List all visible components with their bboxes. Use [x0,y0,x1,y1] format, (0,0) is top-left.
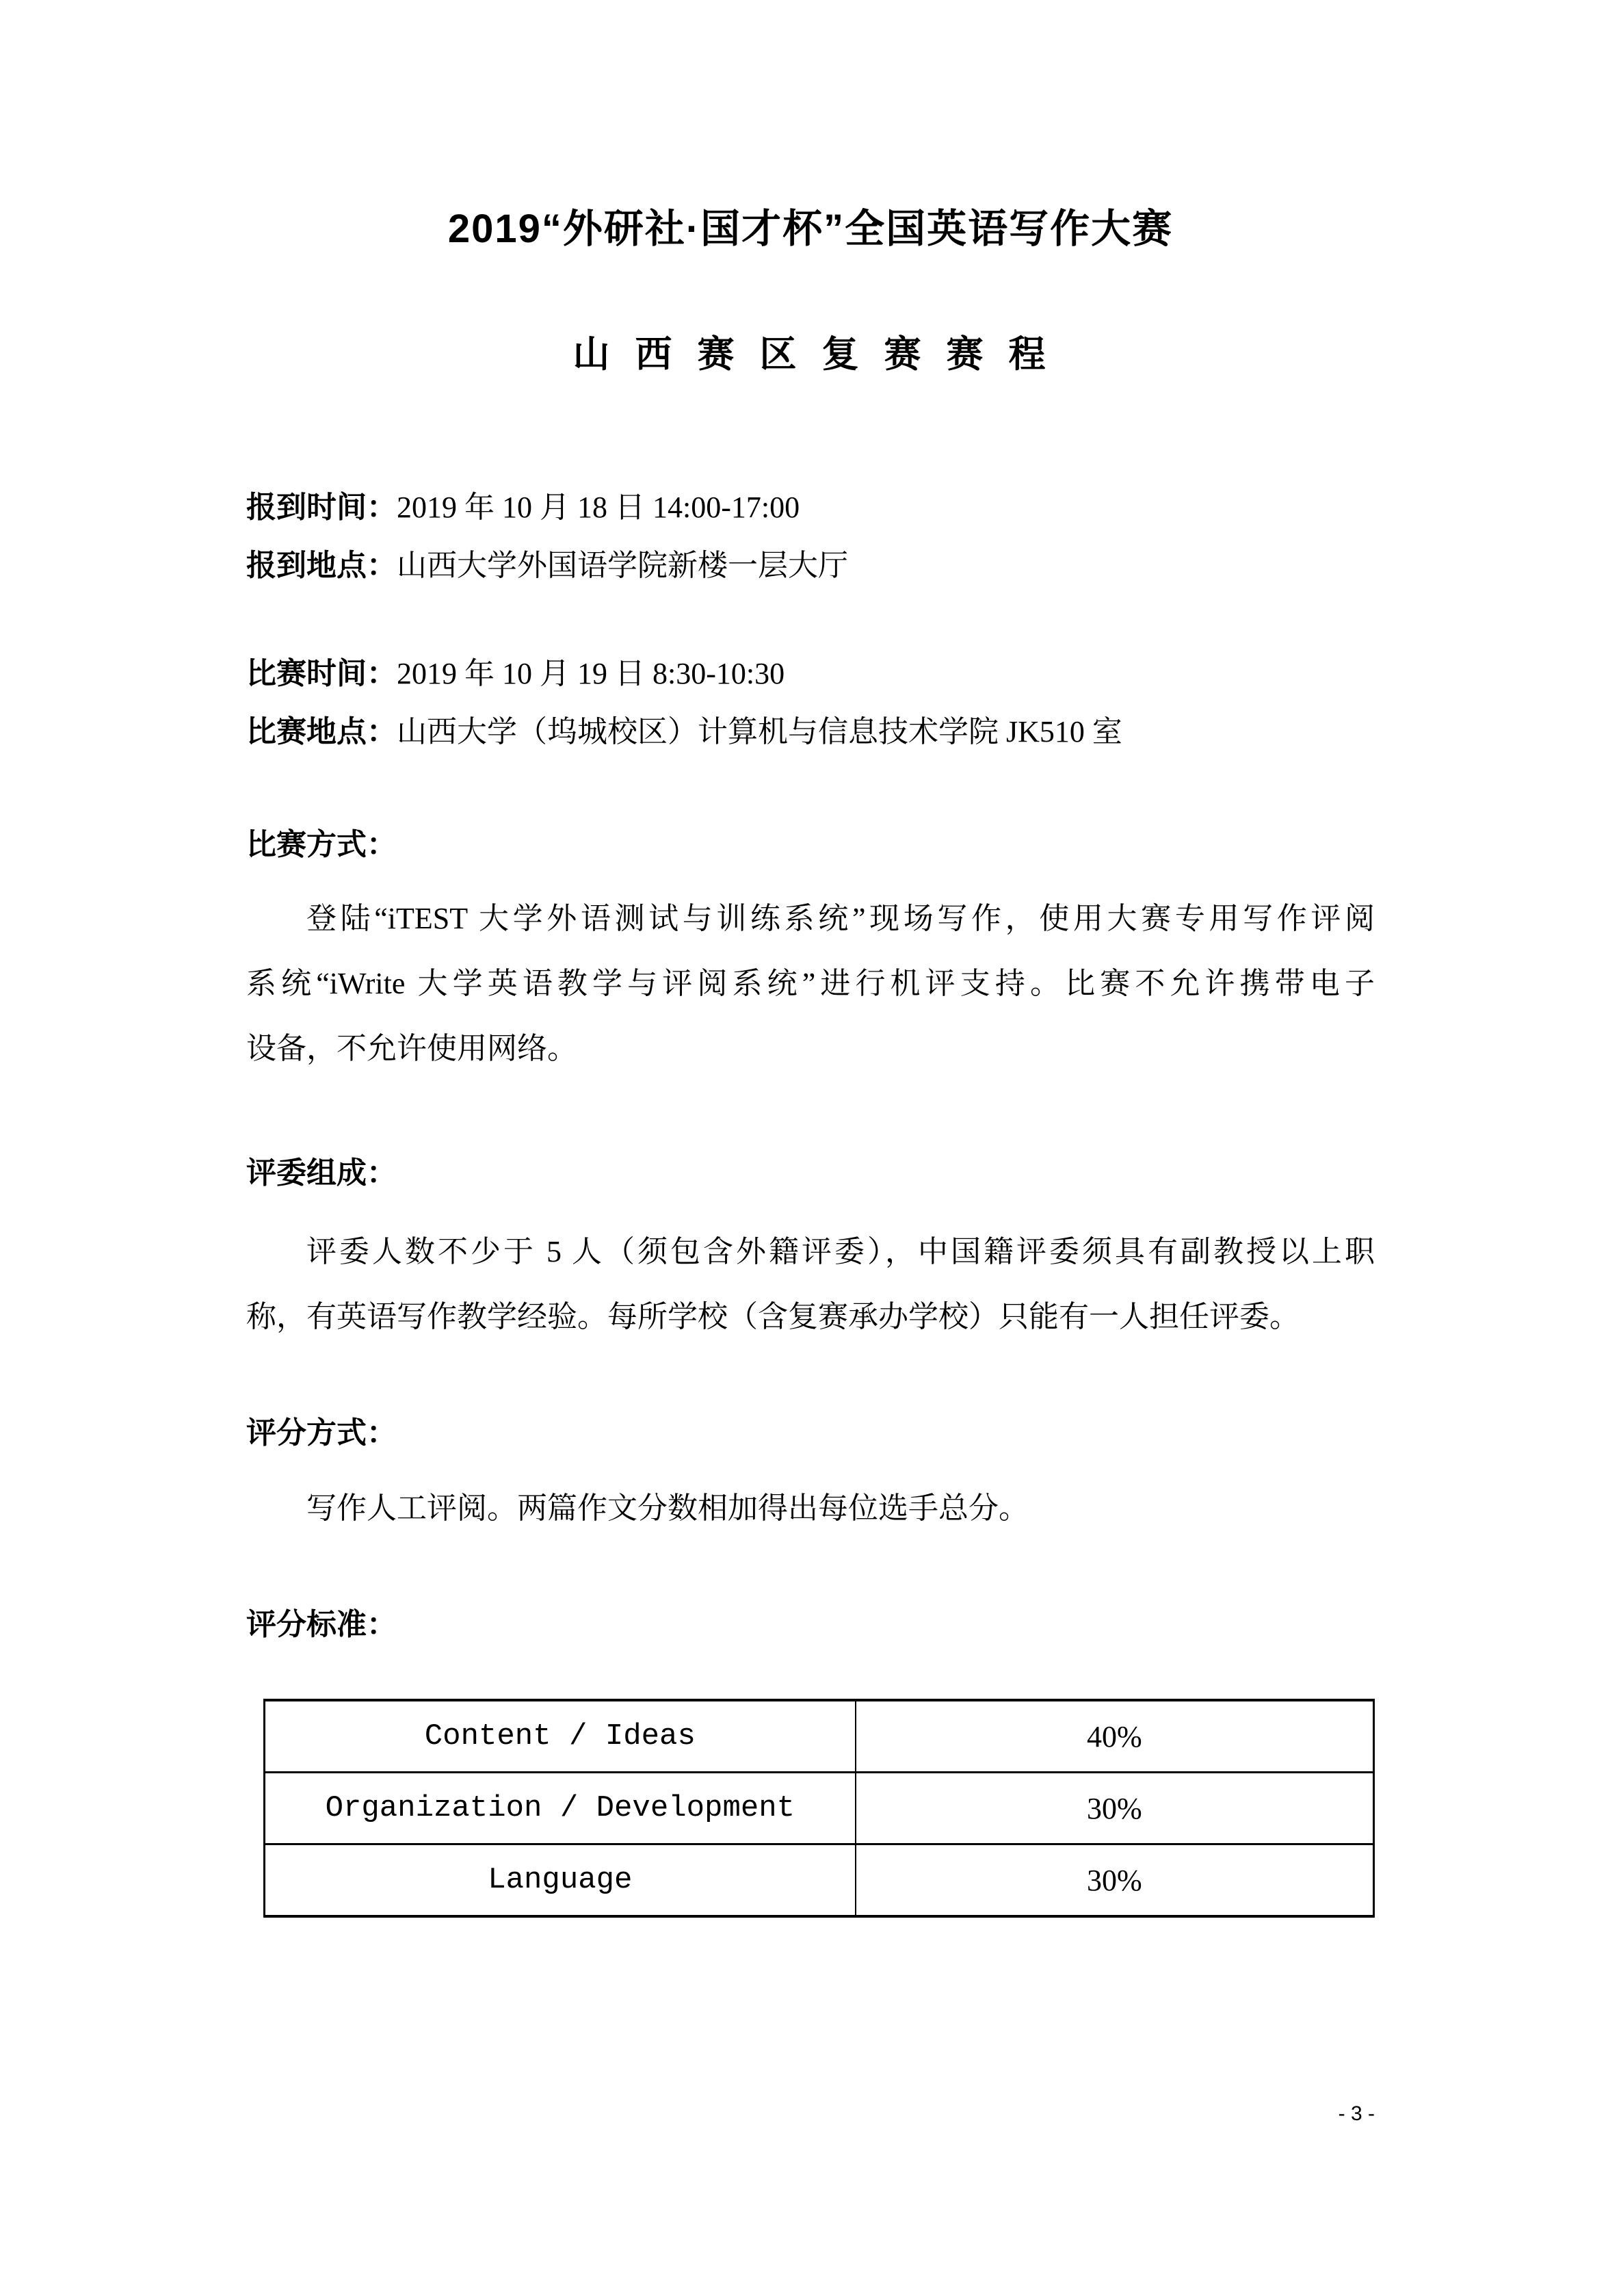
document-subtitle: 山 西 赛 区 复 赛 赛 程 [572,334,1049,375]
paragraph-line: 设备，不允许使用网络。 [246,1032,577,1065]
document-title: 2019“外研社·国才杯”全国英语写作大赛 [447,207,1174,251]
match-time-label: 比赛时间： [246,657,397,690]
section-heading-method: 比赛方式： [246,828,397,861]
paragraph-line: 登陆“iTEST 大学外语测试与训练系统”现场写作，使用大赛专用写作评阅 [306,902,1375,935]
weight-cell: 30% [856,1844,1374,1917]
section-heading-scoring-method: 评分方式： [246,1416,397,1450]
criterion-cell: Organization / Development [265,1773,856,1844]
checkin-place-label: 报到地点： [246,549,397,582]
weight-cell: 40% [856,1700,1374,1773]
criterion-cell: Language [265,1844,856,1917]
scoring-criteria-table [263,1699,1375,1918]
section-scoring-paragraph [246,1476,1375,1541]
checkin-time-value: 2019 年 10 月 18 日 14:00-17:00 [397,491,800,524]
checkin-place-line [246,545,1375,586]
criterion-cell: Content / Ideas [265,1700,856,1773]
match-time-line [246,653,1375,694]
weight-cell: 30% [856,1773,1374,1844]
paragraph-line: 写作人工评阅。两篇作文分数相加得出每位选手总分。 [306,1491,1029,1525]
checkin-place-value: 山西大学外国语学院新楼一层大厅 [397,549,848,582]
paragraph-line: 评委人数不少于 5 人（须包含外籍评委），中国籍评委须具有副教授以上职 [306,1235,1375,1268]
paragraph-line: 称，有英语写作教学经验。每所学校（含复赛承办学校）只能有一人担任评委。 [246,1300,1300,1333]
match-time-value: 2019 年 10 月 19 日 8:30-10:30 [397,657,785,690]
section-method-paragraph [246,886,1375,1081]
table-row [265,1844,1374,1917]
page-number: - 3 - [1338,2102,1375,2125]
paragraph-line: 系统“iWrite 大学英语教学与评阅系统”进行机评支持。比赛不允许携带电子 [246,967,1375,1000]
match-place-line [246,712,1375,753]
table-row [265,1700,1374,1773]
section-heading-judges: 评委组成： [246,1156,397,1190]
checkin-time-line [246,487,1375,528]
match-place-value: 山西大学（坞城校区）计算机与信息技术学院 JK510 室 [397,715,1122,748]
checkin-time-label: 报到时间： [246,491,397,524]
section-heading-criteria: 评分标准： [246,1608,397,1641]
table-row [265,1773,1374,1844]
section-judges-paragraph [246,1219,1375,1349]
match-place-label: 比赛地点： [246,715,397,748]
